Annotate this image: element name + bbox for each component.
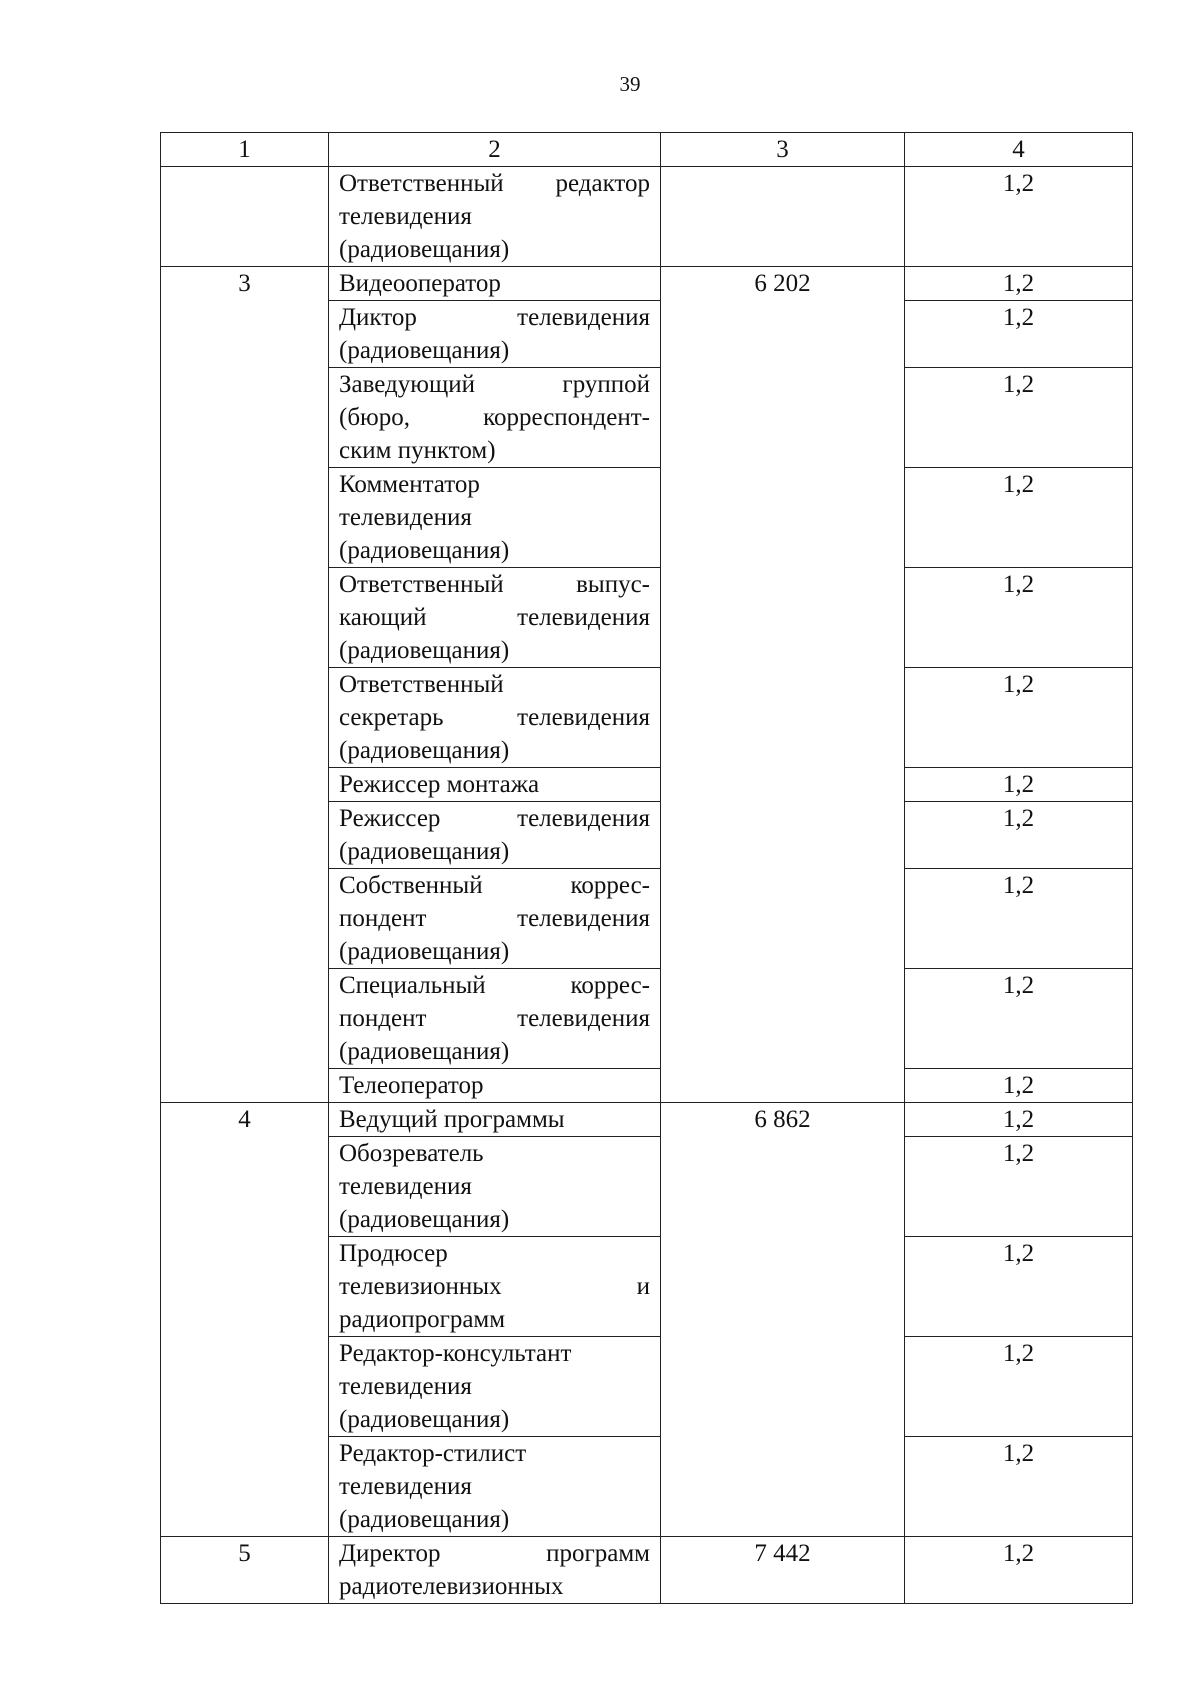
position-name-line: (радиовещания): [339, 337, 510, 364]
header-col-2: 2: [329, 133, 661, 167]
coefficient-cell: 1,2: [905, 1537, 1133, 1604]
position-name-line: Директор программ: [339, 1540, 650, 1567]
position-name-cell: [329, 869, 661, 969]
position-name-cell: [329, 969, 661, 1069]
position-name-line: Ответственный редактор: [339, 170, 650, 197]
coefficient-cell: 1,2: [905, 1237, 1133, 1337]
page-number: 39: [619, 72, 641, 96]
position-name-line: (радиовещания): [339, 637, 510, 664]
position-name-line: телевидения: [339, 203, 472, 230]
position-name-line: Режиссер монтажа: [339, 771, 540, 798]
base-salary-cell: 6 862: [661, 1103, 905, 1537]
coefficient-cell: 1,2: [905, 468, 1133, 568]
position-name-line: Ответственный: [339, 671, 504, 698]
salary-coefficient-table: [160, 132, 1133, 1604]
position-name-line: секретарь телевидения: [339, 704, 650, 731]
coefficient-cell: 1,2: [905, 802, 1133, 869]
table-row: [161, 1537, 1133, 1604]
position-name-line: телевидения: [339, 1373, 472, 1400]
position-name-line: Комментатор: [339, 471, 480, 498]
position-name-line: телевидения: [339, 1473, 472, 1500]
coefficient-cell: 1,2: [905, 1437, 1133, 1537]
coefficient-cell: 1,2: [905, 301, 1133, 368]
position-name-line: пондент телевидения: [339, 1005, 650, 1032]
base-salary-cell: 6 202: [661, 267, 905, 1103]
position-name-cell: [329, 368, 661, 468]
position-name-line: Диктор телевидения: [339, 304, 650, 331]
position-name-line: Редактор-стилист: [339, 1440, 527, 1467]
position-name-line: Собственный коррес-: [339, 872, 650, 899]
coefficient-cell: 1,2: [905, 167, 1133, 267]
table-row: [161, 167, 1133, 267]
position-name-line: Редактор-консультант: [339, 1340, 572, 1367]
group-number-cell: [161, 167, 329, 267]
group-number-cell: 5: [161, 1537, 329, 1604]
position-name-cell: [329, 1069, 661, 1103]
position-name-cell: [329, 1337, 661, 1437]
position-name-line: Ответственный выпус-: [339, 571, 650, 598]
coefficient-cell: 1,2: [905, 368, 1133, 468]
base-salary-cell: 7 442: [661, 1537, 905, 1604]
position-name-line: Видеооператор: [339, 270, 501, 297]
position-name-cell: [329, 301, 661, 368]
coefficient-cell: 1,2: [905, 969, 1133, 1069]
coefficient-cell: 1,2: [905, 267, 1133, 301]
position-name-cell: [329, 1137, 661, 1237]
position-name-line: радиотелевизионных: [339, 1573, 564, 1600]
position-name-line: Продюсер: [339, 1240, 448, 1267]
coefficient-cell: 1,2: [905, 1137, 1133, 1237]
position-name-line: (радиовещания): [339, 1406, 510, 1433]
coefficient-cell: 1,2: [905, 568, 1133, 668]
header-col-1: 1: [161, 133, 329, 167]
position-name-line: (радиовещания): [339, 1038, 510, 1065]
position-name-line: (бюро, корреспондент-: [339, 404, 650, 431]
position-name-cell: [329, 468, 661, 568]
table-row: [161, 1103, 1133, 1137]
table-header-row: [161, 133, 1133, 167]
position-name-cell: [329, 668, 661, 768]
position-name-line: Режиссер телевидения: [339, 805, 650, 832]
coefficient-cell: 1,2: [905, 1103, 1133, 1137]
group-number-cell: 3: [161, 267, 329, 1103]
position-name-line: (радиовещания): [339, 838, 510, 865]
position-name-line: (радиовещания): [339, 737, 510, 764]
position-name-cell: [329, 568, 661, 668]
position-name-line: (радиовещания): [339, 938, 510, 965]
position-name-line: Ведущий программы: [339, 1106, 565, 1133]
position-name-cell: [329, 1103, 661, 1137]
position-name-line: (радиовещания): [339, 236, 510, 263]
coefficient-cell: 1,2: [905, 768, 1133, 802]
position-name-cell: [329, 1237, 661, 1337]
position-name-line: ским пунктом): [339, 437, 496, 464]
position-name-line: (радиовещания): [339, 537, 510, 564]
base-salary-cell: [661, 167, 905, 267]
position-name-cell: [329, 1537, 661, 1604]
coefficient-cell: 1,2: [905, 1069, 1133, 1103]
position-name-line: Телеоператор: [339, 1072, 484, 1099]
position-name-cell: [329, 802, 661, 869]
position-name-line: (радиовещания): [339, 1506, 510, 1533]
position-name-cell: [329, 768, 661, 802]
position-name-cell: [329, 267, 661, 301]
coefficient-cell: 1,2: [905, 1337, 1133, 1437]
position-name-line: телевизионных и: [339, 1273, 650, 1300]
group-number-cell: 4: [161, 1103, 329, 1537]
position-name-cell: [329, 1437, 661, 1537]
position-name-line: Обозреватель: [339, 1140, 484, 1167]
position-name-cell: [329, 167, 661, 267]
position-name-line: Заведующий группой: [339, 371, 650, 398]
position-name-line: пондент телевидения: [339, 905, 650, 932]
coefficient-cell: 1,2: [905, 668, 1133, 768]
position-name-line: телевидения: [339, 504, 472, 531]
position-name-line: радиопрограмм: [339, 1306, 506, 1333]
position-name-line: телевидения: [339, 1173, 472, 1200]
position-name-line: кающий телевидения: [339, 604, 650, 631]
header-col-3: 3: [661, 133, 905, 167]
position-name-line: Специальный коррес-: [339, 972, 650, 999]
position-name-line: (радиовещания): [339, 1206, 510, 1233]
coefficient-cell: 1,2: [905, 869, 1133, 969]
table-row: [161, 267, 1133, 301]
header-col-4: 4: [905, 133, 1133, 167]
